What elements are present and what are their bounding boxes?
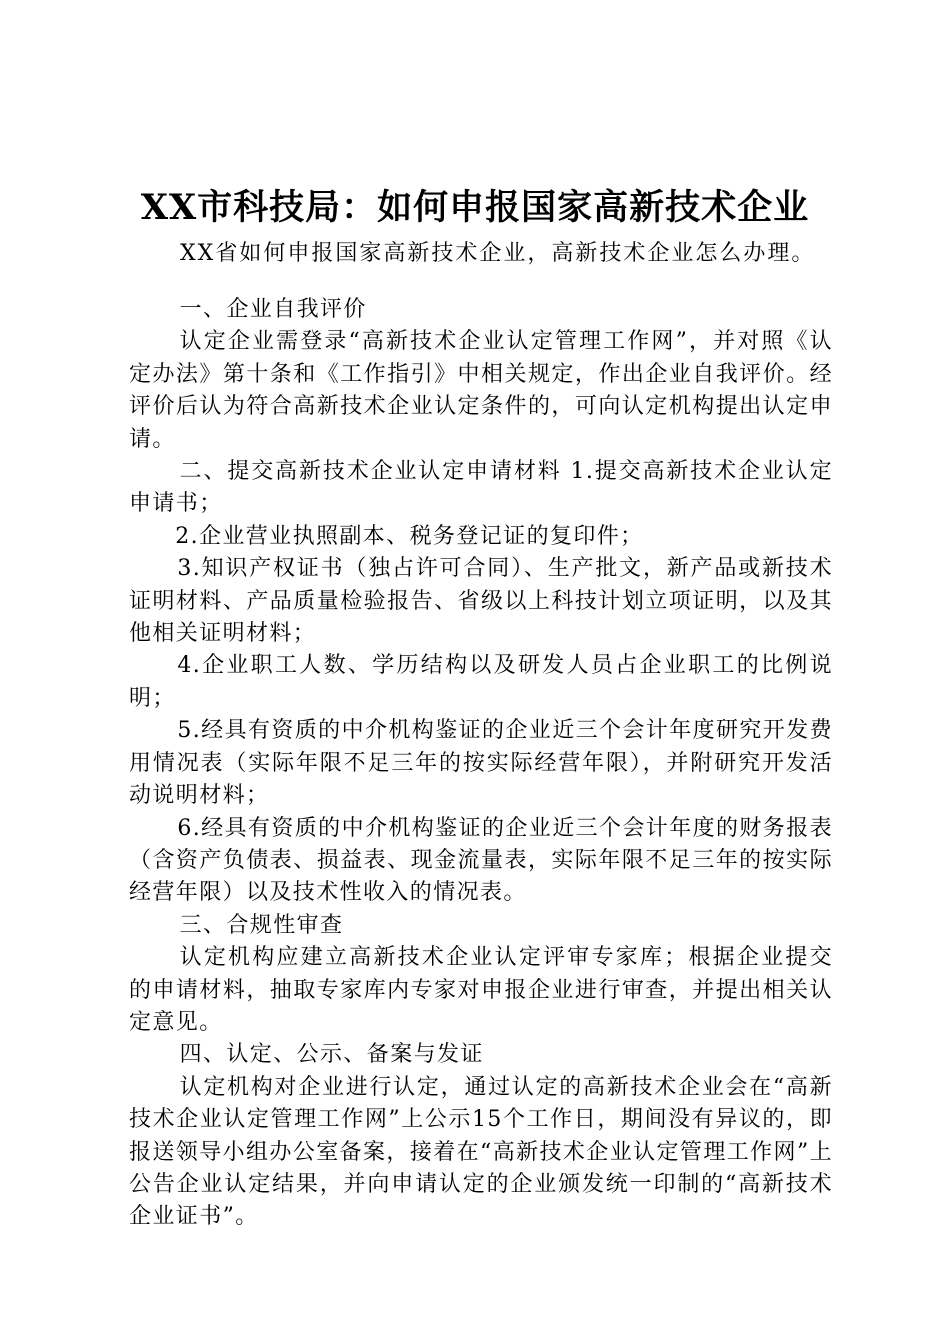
section-heading-1: 一、企业自我评价 [179, 297, 367, 322]
document-subtitle: XX省如何申报国家高新技术企业，高新技术企业怎么办理。 [180, 241, 816, 266]
paragraph: 认定企业需登录“高新技术企业认定管理工作网”，并对照《认定办法》第十条和《工作指引》中相关规定，作出企业自我评价。经评价后认为符合高新技术企业认定条件的，可向认定机构提出认定申请。 [129, 329, 833, 452]
list-item: 5.经具有资质的中介机构鉴证的企业近三个会计年度研究开发费用情况表（实际年限不足三年的按实际经营年限），并附研究开发活动说明材料； [129, 718, 833, 809]
section-heading-3: 三、合规性审查 [179, 912, 344, 938]
list-item: 6.经具有资质的中介机构鉴证的企业近三个会计年度的财务报表（含资产负债表、损益表、现金流量表，实际年限不足三年的按实际经营年限）以及技术性收入的情况表。 [129, 815, 833, 906]
section-heading-4: 四、认定、公示、备案与发证 [179, 1042, 484, 1068]
document-body [129, 294, 833, 1234]
paragraph: 认定机构应建立高新技术企业认定评审专家库；根据企业提交的申请材料，抽取专家库内专家对申报企业进行审查，并提出相关认定意见。 [129, 945, 833, 1035]
section-heading-2: 二、提交高新技术企业认定申请材料 1.提交高新技术企业认定申请书； [129, 459, 833, 517]
list-item: 3.知识产权证书（独占许可合同）、生产批文，新产品或新技术证明材料、产品质量检验报告、省级以上科技计划立项证明，以及其他相关证明材料； [129, 556, 833, 647]
list-item: 4.企业职工人数、学历结构以及研发人员占企业职工的比例说明； [129, 653, 833, 711]
document-title: XX市科技局：如何申报国家高新技术企业 [140, 187, 810, 228]
list-item: 2.企业营业执照副本、税务登记证的复印件； [175, 523, 644, 549]
paragraph: 认定机构对企业进行认定，通过认定的高新技术企业会在“高新技术企业认定管理工作网”上公示15个工作日，期间没有异议的，即报送领导小组办公室备案，接着在“高新技术企业认定管理工作网”上公告企业认定结果，并向申请认定的企业颁发统一印制的“高新技术企业证书”。 [129, 1074, 833, 1230]
